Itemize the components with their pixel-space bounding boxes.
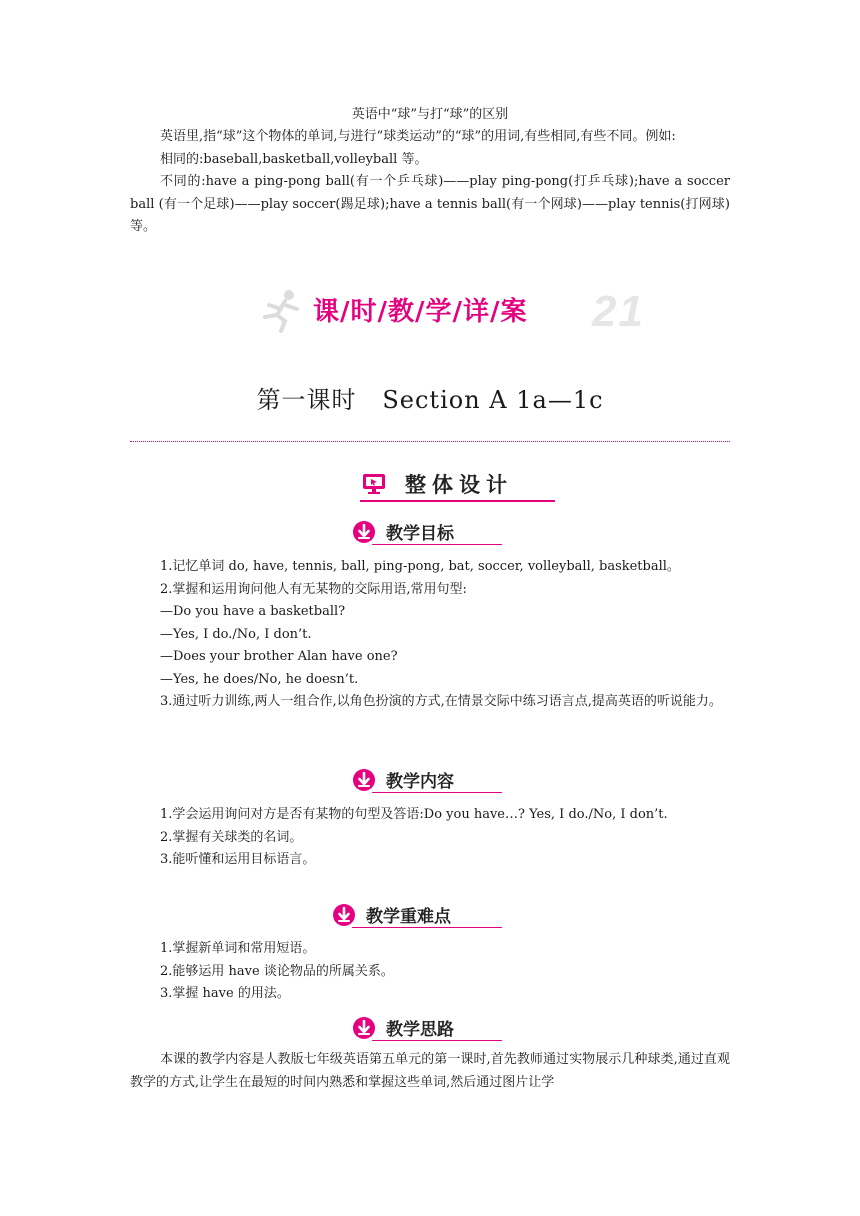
approach-line: 本课的教学内容是人教版七年级英语第五单元的第一课时,首先教师通过实物展示几种球类,通过直观教学的方式,让学生在最短的时间内熟悉和掌握这些单词,然后通过图片让学 xyxy=(130,1052,730,1090)
intro-paragraph-1: 英语里,指“球”这个物体的单词,与进行“球类运动”的“球”的用词,有些相同,有些不同。例如: xyxy=(160,129,676,144)
objectives-body xyxy=(130,556,730,714)
content-body xyxy=(130,804,730,872)
intro-title: 英语中“球”与打“球”的区别 xyxy=(351,107,509,122)
objective-line: —Does your brother Alan have one? xyxy=(160,649,398,664)
objective-line: 1.记忆单词 do, have, tennis, ball, ping-pong, bat, soccer, volleyball, basketball。 xyxy=(160,559,680,574)
content-heading xyxy=(352,765,502,795)
lesson-title: 第一课时 Section A 1a—1c xyxy=(256,386,604,414)
objectives-heading-text: 教学目标 xyxy=(386,524,454,544)
key-points-body xyxy=(130,938,730,1006)
key-points-heading-underline xyxy=(352,927,502,928)
banner-watermark: 21 xyxy=(592,287,645,336)
approach-heading-underline xyxy=(372,1040,502,1041)
down-arrow-circle-icon xyxy=(332,903,356,927)
banner-title: 课/时/教/学/详/案 xyxy=(313,297,528,327)
key-point-line: 2.能够运用 have 谈论物品的所属关系。 xyxy=(160,963,394,979)
objective-line: —Yes, I do./No, I don’t. xyxy=(160,626,312,642)
design-heading-underline xyxy=(360,500,555,502)
objectives-heading xyxy=(352,517,502,547)
key-point-line: 3.掌握 have 的用法。 xyxy=(160,986,290,1001)
objective-line: —Yes, he does/No, he doesn’t. xyxy=(160,671,359,687)
down-arrow-circle-icon xyxy=(352,768,376,792)
dotted-divider xyxy=(130,441,730,442)
approach-body xyxy=(130,1049,730,1094)
runner-icon xyxy=(255,287,315,333)
down-arrow-circle-icon xyxy=(352,1016,376,1040)
content-line: 1.学会运用询问对方是否有某物的句型及答语:Do you have…? Yes, I do./No, I don’t. xyxy=(160,807,668,822)
lesson-banner xyxy=(255,285,645,335)
objective-line: 2.掌握和运用询问他人有无某物的交际用语,常用句型: xyxy=(160,581,467,597)
design-heading xyxy=(360,468,555,504)
intro-paragraph-2: 相同的:baseball,basketball,volleyball 等。 xyxy=(160,151,428,167)
monitor-icon xyxy=(362,473,386,495)
content-heading-text: 教学内容 xyxy=(386,772,454,792)
down-arrow-circle-icon xyxy=(352,520,376,544)
objective-line: 3.通过听力训练,两人一组合作,以角色扮演的方式,在情景交际中练习语言点,提高英语的听说能力。 xyxy=(160,694,722,709)
content-line: 3.能听懂和运用目标语言。 xyxy=(160,852,316,867)
objective-line: —Do you have a basketball? xyxy=(160,604,346,619)
content-heading-underline xyxy=(372,792,502,793)
content-line: 2.掌握有关球类的名词。 xyxy=(160,829,303,845)
intro-paragraph-3: 不同的:have a ping-pong ball(有一个乒乓球)——play ping-pong(打乒乓球);have a soccer ball (有一个足球)——play soccer(踢足球);have a tennis ball(有一个网球)——play tennis(打网球)等。 xyxy=(130,174,730,234)
approach-heading-text: 教学思路 xyxy=(386,1020,454,1040)
approach-heading xyxy=(352,1013,502,1043)
key-point-line: 1.掌握新单词和常用短语。 xyxy=(160,941,316,956)
design-heading-text: 整体设计 xyxy=(405,473,513,497)
intro-section xyxy=(130,104,730,239)
key-points-heading xyxy=(332,900,502,930)
key-points-heading-text: 教学重难点 xyxy=(366,907,451,927)
objectives-heading-underline xyxy=(372,544,502,545)
